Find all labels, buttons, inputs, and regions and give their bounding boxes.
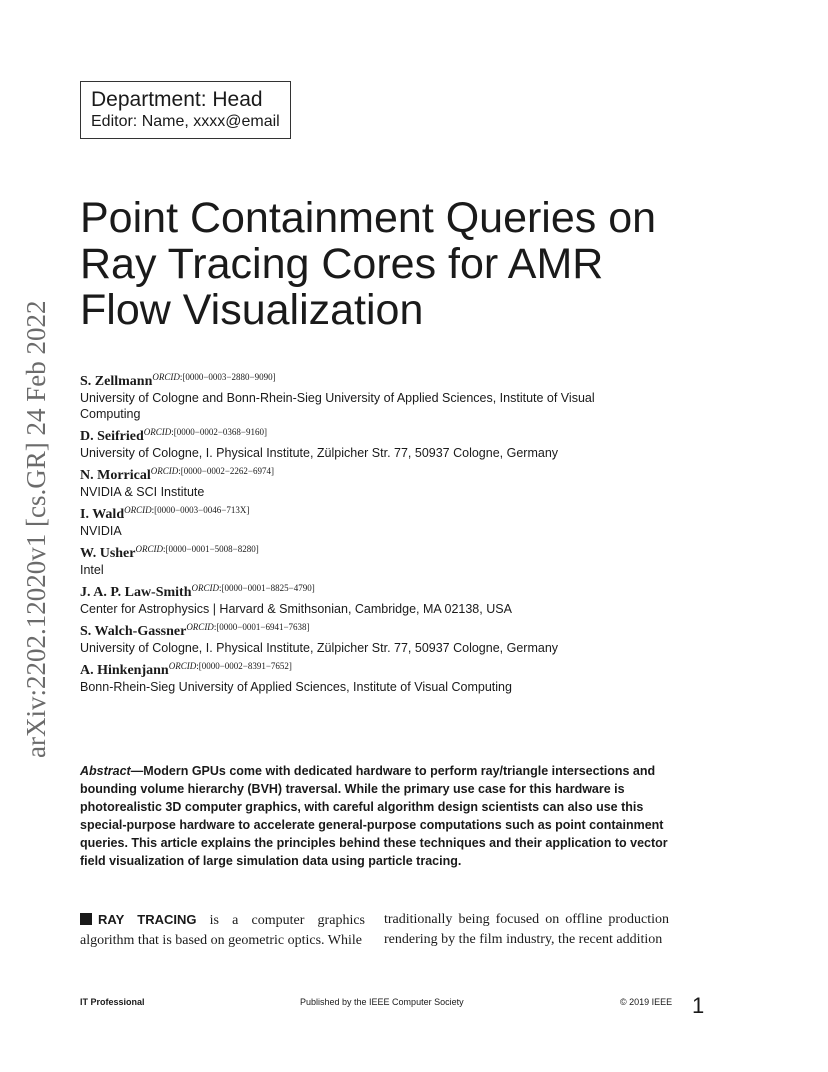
- author-entry: [80, 466, 640, 500]
- abstract-text: —Modern GPUs come with dedicated hardware to perform ray/triangle intersections and bounding volume hierarchy (BVH) traversal. While the primary use case for this hardware is photorealistic 3D computer graphics, with careful algorithm design scientists can also use this special-purpose hardware to accelerate general-purpose computations such as point containment queries. This article explains the principles behind these techniques and their application to vector field visualization of large simulation data using particle tracing.: [80, 764, 668, 868]
- author-affiliation: NVIDIA & SCI Institute: [80, 485, 205, 499]
- author-orcid: [124, 505, 249, 515]
- author-name: W. Usher: [80, 546, 136, 561]
- author-name: I. Wald: [80, 507, 125, 522]
- author-name: J. A. P. Law-Smith: [80, 585, 192, 600]
- orcid-id: :[0000−0001−6941−7638]: [213, 622, 310, 632]
- author-list: [80, 372, 640, 700]
- orcid-id: :[0000−0001−5008−8280]: [163, 544, 259, 554]
- author-affiliation: University of Cologne, I. Physical Institute, Zülpicher Str. 77, 50937 Cologne, Germany: [80, 446, 559, 460]
- orcid-label: ORCID: [152, 372, 180, 382]
- author-name: N. Morrical: [80, 468, 151, 483]
- author-affiliation: Center for Astrophysics | Harvard & Smithsonian, Cambridge, MA 02138, USA: [80, 602, 512, 616]
- paper-title: [80, 195, 700, 333]
- body-column-left: [80, 910, 365, 951]
- orcid-label: ORCID: [124, 505, 152, 515]
- orcid-id: :[0000−0002−8391−7652]: [196, 661, 292, 671]
- body-text-left: is a computer graphics algorithm that is based on geometric optics. While: [80, 913, 365, 948]
- orcid-label: ORCID: [143, 427, 172, 437]
- department-heading: Department: Head: [91, 88, 263, 111]
- orcid-label: ORCID: [135, 544, 163, 554]
- section-square-icon: [80, 913, 92, 925]
- author-orcid: [144, 427, 267, 437]
- author-affiliation: Bonn-Rhein-Sieg University of Applied Sciences, Institute of Visual Computing: [80, 680, 512, 694]
- page-number: 1: [692, 993, 705, 1018]
- orcid-label: ORCID: [150, 466, 179, 476]
- arxiv-stamp: arXiv:2202.12020v1 [cs.GR] 24 Feb 2022: [21, 300, 51, 758]
- author-orcid: [136, 544, 259, 554]
- body-text-right: traditionally being focused on offline production rendering by the film industry, the recent addition: [384, 912, 669, 947]
- author-entry: [80, 427, 640, 461]
- footer-publisher: Published by the IEEE Computer Society: [300, 997, 464, 1007]
- author-affiliation: NVIDIA: [80, 524, 122, 538]
- footer-journal: IT Professional: [80, 997, 145, 1007]
- department-box: [80, 81, 291, 139]
- author-orcid: [169, 661, 292, 671]
- author-name: A. Hinkenjann: [80, 663, 169, 678]
- lead-in-text: RAY TRACING: [98, 912, 197, 927]
- author-orcid: [152, 372, 275, 382]
- author-orcid: [192, 583, 315, 593]
- author-affiliation: Intel: [80, 563, 104, 577]
- author-affiliation: University of Cologne, I. Physical Institute, Zülpicher Str. 77, 50937 Cologne, Germany: [80, 641, 559, 655]
- author-name: S. Zellmann: [80, 374, 153, 389]
- orcid-id: :[0000−0003−0046−713X]: [151, 505, 250, 515]
- title-line-2: Ray Tracing Cores for AMR: [80, 240, 604, 288]
- orcid-id: :[0000−0001−8825−4790]: [219, 583, 315, 593]
- author-entry: [80, 661, 640, 695]
- author-entry: [80, 505, 640, 539]
- body-column-right: [384, 910, 669, 950]
- title-line-1: Point Containment Queries on: [80, 194, 657, 242]
- orcid-id: :[0000−0003−2880−9090]: [179, 372, 276, 382]
- orcid-id: :[0000−0002−0368−9160]: [171, 427, 267, 437]
- footer-copyright: © 2019 IEEE: [620, 997, 673, 1007]
- orcid-label: ORCID: [168, 661, 197, 671]
- author-orcid: [151, 466, 274, 476]
- editor-line: Editor: Name, xxxx@email: [91, 113, 280, 130]
- orcid-label: ORCID: [191, 583, 220, 593]
- abstract-label: Abstract: [80, 764, 131, 778]
- author-name: D. Seifried: [80, 429, 144, 444]
- author-entry: [80, 622, 640, 656]
- author-affiliation: University of Cologne and Bonn-Rhein-Sieg University of Applied Sciences, Institute of Visual Computing: [80, 391, 595, 421]
- title-line-3: Flow Visualization: [80, 286, 424, 334]
- author-entry: [80, 372, 640, 422]
- author-entry: [80, 583, 640, 617]
- author-entry: [80, 544, 640, 578]
- orcid-id: :[0000−0002−2262−6974]: [178, 466, 274, 476]
- author-name: S. Walch-Gassner: [80, 624, 187, 639]
- orcid-label: ORCID: [186, 622, 214, 632]
- author-orcid: [186, 622, 309, 632]
- abstract: [80, 762, 672, 870]
